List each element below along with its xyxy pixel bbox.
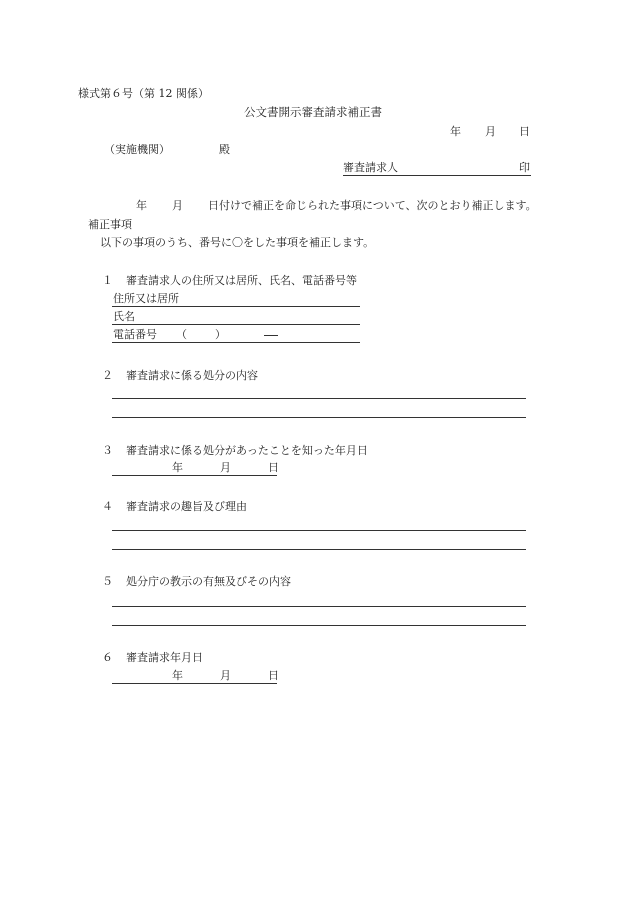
item-1-number: １ (102, 274, 113, 287)
item-6-date-line[interactable] (112, 683, 277, 684)
item-2-line-2[interactable] (112, 417, 526, 418)
seal-mark: 印 (519, 161, 530, 174)
date-year: 年 (450, 125, 461, 138)
item-3-month: 月 (220, 461, 231, 474)
name-line[interactable] (112, 324, 360, 325)
phone-close-paren: ） (215, 328, 226, 341)
item-6-day: 日 (268, 669, 279, 682)
phone-label: 電話番号 (113, 328, 157, 341)
item-1-label: 審査請求人の住所又は居所、氏名、電話番号等 (126, 274, 357, 287)
item-4-label: 審査請求の趣旨及び理由 (126, 500, 247, 513)
item-4-line-1[interactable] (112, 530, 526, 531)
item-6-label: 審査請求年月日 (126, 651, 203, 664)
phone-dash (262, 328, 278, 342)
phone-line[interactable] (112, 342, 360, 343)
item-6-month: 月 (220, 669, 231, 682)
name-label: 氏名 (113, 310, 135, 323)
document-title: 公文書開示審査請求補正書 (244, 105, 382, 119)
item-5-line-2[interactable] (112, 625, 526, 626)
addressee-honorific: 殿 (219, 143, 230, 156)
item-3-label: 審査請求に係る処分があったことを知った年月日 (126, 444, 368, 457)
item-2-number: ２ (102, 369, 113, 382)
item-5-line-1[interactable] (112, 606, 526, 607)
correction-heading: 補正事項 (88, 218, 132, 231)
agency-label: （実施機関） (104, 143, 170, 156)
item-3-year: 年 (172, 461, 183, 474)
phone-open-paren: （ (176, 328, 187, 341)
item-3-date-line[interactable] (112, 475, 277, 476)
item-5-number: ５ (102, 575, 113, 588)
requester-label: 審査請求人 (343, 161, 398, 174)
item-3-number: ３ (102, 444, 113, 457)
item-2-line-1[interactable] (112, 398, 526, 399)
correction-instruction: 以下の事項のうち、番号に〇をした事項を補正します。 (100, 236, 375, 249)
item-4-number: ４ (102, 500, 113, 513)
form-number: 様式第６号（第 12 関係） (78, 87, 209, 100)
item-4-line-2[interactable] (112, 549, 526, 550)
intro-month: 月 (172, 199, 183, 212)
item-2-label: 審査請求に係る処分の内容 (126, 369, 258, 382)
item-3-day: 日 (268, 461, 279, 474)
date-day: 日 (519, 125, 530, 138)
intro-text: 日付けで補正を命じられた事項について、次のとおり補正します。 (208, 199, 537, 212)
item-6-year: 年 (172, 669, 183, 682)
date-month: 月 (485, 125, 496, 138)
item-5-label: 処分庁の教示の有無及びその内容 (126, 575, 291, 588)
address-label: 住所又は居所 (113, 292, 179, 305)
address-line[interactable] (112, 306, 360, 307)
intro-year: 年 (136, 199, 147, 212)
requester-underline (343, 175, 531, 176)
item-6-number: ６ (102, 651, 113, 664)
